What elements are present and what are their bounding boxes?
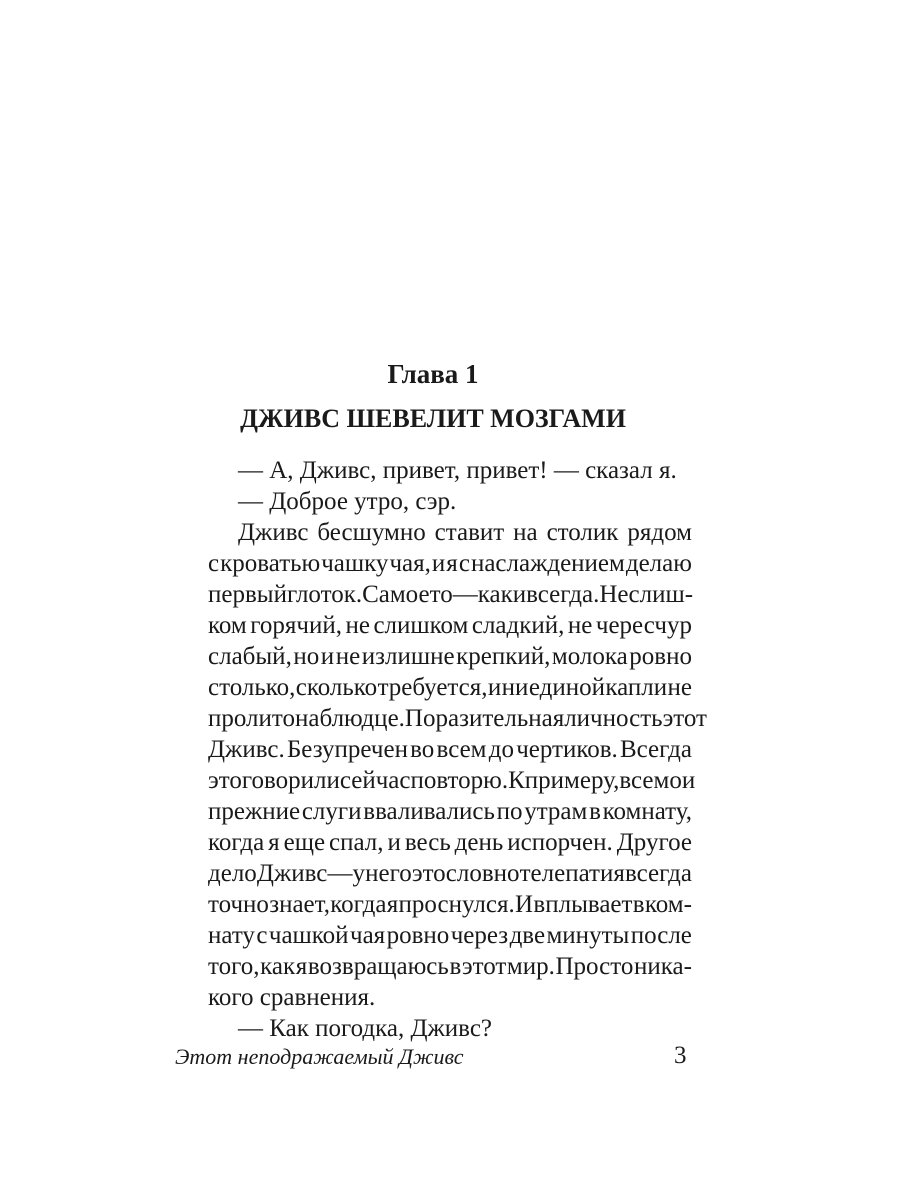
text-line: Дживс. Безупречен во всем до чертиков. Всегда <box>208 736 692 763</box>
text-line: ком горячий, не слишком сладкий, не чересчур <box>208 612 692 639</box>
text-line: — Как погодка, Дживс? <box>238 1015 493 1042</box>
page-number: 3 <box>674 1042 687 1069</box>
text-line: Дживс бесшумно ставит на столик рядом <box>238 519 692 546</box>
text-line: точно знает, когда я проснулся. И вплывает в ком- <box>208 891 692 918</box>
body-text <box>208 455 707 1044</box>
text-line: дело Дживс — у него это словно телепатия всегда <box>208 860 692 887</box>
text-line: нату с чашкой чая ровно через две минуты после <box>208 922 692 949</box>
text-line: кого сравнения. <box>208 984 376 1011</box>
text-line: первый глоток. Самое то — как и всегда. Не слиш- <box>208 581 694 608</box>
text-line: столько, сколько требуется, и ни единой капли не <box>208 674 692 701</box>
text-line: это говорил и сейчас повторю. К примеру, все мои <box>208 767 696 794</box>
text-line: — Доброе утро, сэр. <box>238 488 457 515</box>
text-line: пролито на блюдце. Поразительная личность этот <box>208 705 707 732</box>
text-line: с кроватью чашку чая, и я с наслаждением делаю <box>208 550 692 577</box>
running-footer-title: Этот неподражаемый Дживс <box>175 1044 464 1069</box>
chapter-number: Глава 1 <box>387 359 479 389</box>
text-line: — А, Дживс, привет, привет! — сказал я. <box>238 457 677 484</box>
chapter-title: ДЖИВС ШЕВЕЛИТ МОЗГАМИ <box>240 404 626 433</box>
text-line: слабый, но и не излишне крепкий, молока ровно <box>208 643 692 670</box>
text-line: прежние слуги вваливались по утрам в комнату, <box>208 798 692 825</box>
text-line: когда я еще спал, и весь день испорчен. Другое <box>208 829 692 856</box>
text-line: того, как я возвращаюсь в этот мир. Просто ника- <box>208 953 692 980</box>
